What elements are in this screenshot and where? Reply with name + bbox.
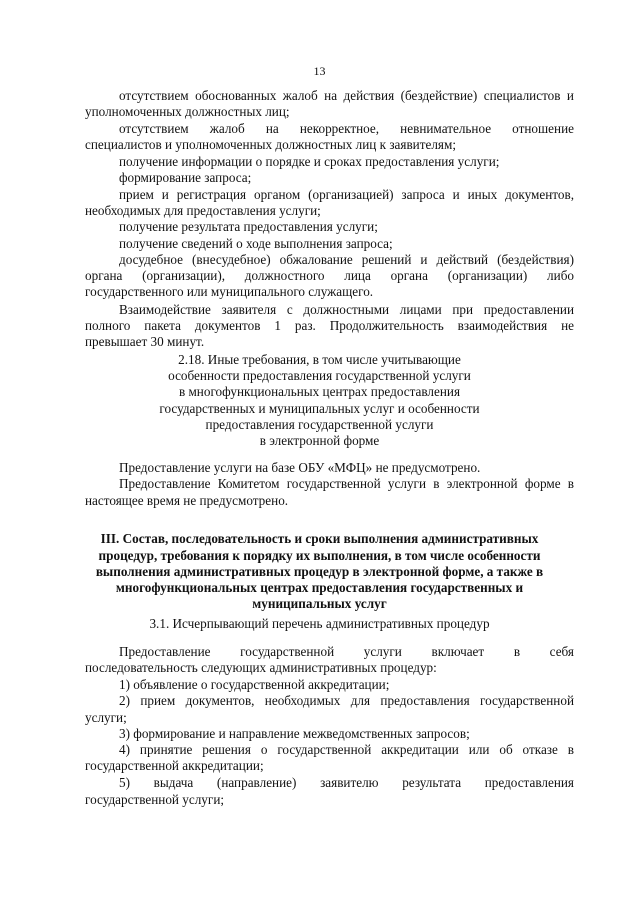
body-line: прием и регистрация органом (организацией) запроса и иных документов, xyxy=(119,187,574,202)
body-line: получение сведений о ходе выполнения запроса; xyxy=(119,236,393,251)
body-line: Предоставление государственной услуги включает в себя xyxy=(119,644,574,659)
body-line: превышает 30 минут. xyxy=(85,334,205,349)
body-line: уполномоченных должностных лиц; xyxy=(85,104,290,119)
body-line: отсутствием обоснованных жалоб на действия (бездействие) специалистов и xyxy=(119,88,574,103)
body-line: 5) выдача (направление) заявителю результата предоставления xyxy=(119,775,574,790)
body-line: государственной аккредитации; xyxy=(85,758,264,773)
body-line: государственной услуги; xyxy=(85,792,225,807)
body-line: 2) прием документов, необходимых для предоставления государственной xyxy=(119,693,574,708)
body-line: досудебное (внесудебное) обжалование решений и действий (бездействия) xyxy=(119,252,574,267)
section-heading-2-18-line: 2.18. Иные требования, в том числе учитывающие xyxy=(178,352,461,367)
body-line: получение результата предоставления услуги; xyxy=(119,219,378,234)
section-heading-2-18-line: в многофункциональных центрах предоставления xyxy=(178,384,461,399)
body-line: 3) формирование и направление межведомственных запросов; xyxy=(119,726,470,741)
section-3-heading-line: муниципальных услуг xyxy=(252,596,387,611)
section-heading-2-18-line: в электронной форме xyxy=(259,433,380,448)
section-3-heading-line: выполнения административных процедур в электронной форме, а также в xyxy=(95,564,544,579)
body-line: настоящее время не предусмотрено. xyxy=(85,493,289,508)
body-line: Предоставление Комитетом государственной услуги в электронной форме в xyxy=(119,476,574,491)
section-heading-2-18-line: особенности предоставления государственной услуги xyxy=(168,368,471,383)
subheading-3-1: 3.1. Исчерпывающий перечень административных процедур xyxy=(149,616,490,631)
body-line: услуги; xyxy=(85,710,127,725)
section-3-heading-line: процедур, требования к порядку их выполнения, в том числе особенности xyxy=(98,548,541,563)
section-3-heading-line: многофункциональных центрах предоставления государственных и xyxy=(115,580,524,595)
body-line: отсутствием жалоб на некорректное, невнимательное отношение xyxy=(119,121,574,136)
section-heading-2-18-line: государственных и муниципальных услуг и особенности xyxy=(159,401,480,416)
body-line: получение информации о порядке и сроках предоставления услуги; xyxy=(119,154,500,169)
page-number: 13 xyxy=(313,64,326,78)
body-line: органа (организации), должностного лица органа (организации) либо xyxy=(85,268,574,283)
section-heading-2-18-line: предоставления государственной услуги xyxy=(205,417,434,432)
body-line: 4) принятие решения о государственной аккредитации или об отказе в xyxy=(119,742,574,757)
body-line: Предоставление услуги на базе ОБУ «МФЦ» не предусмотрено. xyxy=(119,460,481,475)
body-line: последовательность следующих административных процедур: xyxy=(85,660,437,675)
section-3-heading-line: III. Состав, последовательность и сроки выполнения административных xyxy=(100,531,539,546)
body-line: формирование запроса; xyxy=(119,170,252,185)
body-line: 1) объявление о государственной аккредитации; xyxy=(119,677,390,692)
body-line: специалистов и уполномоченных должностных лиц к заявителям; xyxy=(85,137,457,152)
body-line: необходимых для предоставления услуги; xyxy=(85,203,321,218)
body-line: государственного или муниципального служащего. xyxy=(85,284,374,299)
body-line: полного пакета документов 1 раз. Продолжительность взаимодействия не xyxy=(85,318,574,333)
body-line: Взаимодействие заявителя с должностными лицами при предоставлении xyxy=(119,302,574,317)
